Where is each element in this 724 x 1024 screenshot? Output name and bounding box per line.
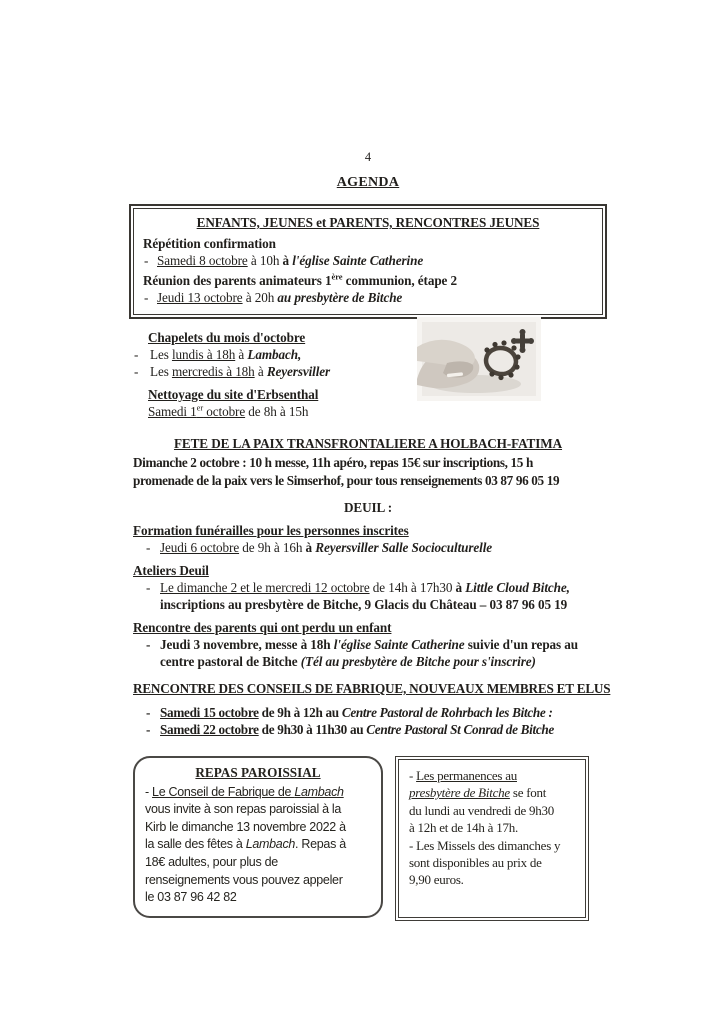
fete-title: FETE DE LA PAIX TRANSFRONTALIERE A HOLBACH-FATIMA bbox=[173, 436, 563, 451]
ateliers-heading: Ateliers Deuil bbox=[133, 563, 209, 578]
bullet-dash: - bbox=[146, 722, 151, 737]
conseils-item-1: - Samedi 15 octobre de 9h à 12h au Centre Pastoral de Rohrbach les Bitche : bbox=[146, 705, 553, 720]
permanences-line-2: presbytère de Bitche se font bbox=[409, 785, 547, 801]
ateliers-line-1: Le dimanche 2 et le mercredi 12 octobre de 14h à 17h30 à Little Cloud Bitche, bbox=[160, 580, 570, 595]
bullet-dash: - bbox=[144, 253, 149, 268]
repas-line-2: vous invite à son repas paroissial à la bbox=[145, 802, 342, 817]
newsletter-page bbox=[133, 0, 611, 918]
bullet-dash: - bbox=[146, 580, 151, 595]
nettoyage-heading: Nettoyage du site d'Erbsenthal bbox=[148, 387, 319, 402]
page-number: 4 bbox=[364, 150, 372, 164]
section-fete bbox=[133, 435, 603, 489]
section-chapelets bbox=[133, 329, 603, 420]
parents-line-1: Jeudi 3 novembre, messe à 18h l'église Sainte Catherine suivie d'un repas au bbox=[160, 637, 578, 652]
repetition-heading: Répétition confirmation bbox=[143, 236, 276, 251]
reunion-heading: Réunion des parents animateurs 1ère communion, étape 2 bbox=[143, 271, 457, 288]
section-jeunes-box bbox=[133, 208, 603, 315]
permanences-line-5: - Les Missels des dimanches y bbox=[409, 837, 561, 853]
section-conseils bbox=[133, 680, 611, 738]
chapelets-item-lambach: - Les lundis à 18h à Lambach, bbox=[134, 347, 302, 362]
permanences-line-6: sont disponibles au prix de bbox=[409, 855, 542, 871]
repas-line-7: le 03 87 96 42 82 bbox=[145, 890, 237, 905]
parents-heading: Rencontre des parents qui ont perdu un enfant bbox=[133, 620, 392, 635]
permanences-line-3: du lundi au vendredi de 9h30 bbox=[409, 802, 554, 818]
repas-line-1: - Le Conseil de Fabrique de Lambach bbox=[145, 784, 344, 799]
conseils-title: RENCONTRE DES CONSEILS DE FABRIQUE, NOUVEAUX MEMBRES ET ELUS bbox=[133, 681, 611, 696]
repas-line-4: la salle des fêtes à Lambach. Repas à bbox=[145, 837, 346, 852]
permanences-box bbox=[398, 759, 586, 918]
chapelets-item-reyersviller: - Les mercredis à 18h à Reyersviller bbox=[134, 364, 331, 379]
repas-line-5: 18€ adultes, pour plus de bbox=[145, 854, 278, 869]
repas-line-6: renseignements vous pouvez appeler bbox=[145, 872, 343, 887]
repetition-text: Samedi 8 octobre à 10h à l'église Sainte Catherine bbox=[157, 253, 424, 268]
repas-line-3: Kirb le dimanche 13 novembre 2022 à bbox=[145, 819, 346, 834]
formation-item: - Jeudi 6 octobre de 9h à 16h à Reyersviller Salle Socioculturelle bbox=[146, 540, 493, 555]
bullet-dash: - bbox=[146, 637, 151, 652]
reunion-text: Jeudi 13 octobre à 20h au presbytère de Bitche bbox=[157, 290, 403, 305]
page-title bbox=[133, 174, 603, 191]
rosary-ring-illustration bbox=[417, 317, 541, 401]
bottom-notices bbox=[133, 756, 603, 918]
permanences-line-7: 9,90 euros. bbox=[409, 872, 464, 888]
ateliers-item bbox=[146, 579, 603, 613]
bullet-dash: - bbox=[144, 290, 149, 305]
bullet-dash: - bbox=[146, 705, 151, 720]
repas-title: REPAS PAROISSIAL bbox=[195, 765, 321, 780]
page-title-text: AGENDA bbox=[336, 175, 400, 190]
repas-paroissial-box bbox=[133, 756, 383, 918]
parents-line-2: centre pastoral de Bitche (Tél au presbytère de Bitche pour s'inscrire) bbox=[160, 654, 536, 669]
bullet-dash: - bbox=[134, 364, 139, 379]
fete-line-2: promenade de la paix vers le Simserhof, pour tous renseignements 03 87 96 05 19 bbox=[133, 473, 560, 488]
permanences-line-4: à 12h et de 14h à 17h. bbox=[409, 820, 518, 836]
chapelets-heading: Chapelets du mois d'octobre bbox=[148, 330, 306, 345]
rosary-ring-photo bbox=[417, 317, 541, 401]
parents-item bbox=[146, 636, 603, 670]
section-deuil bbox=[133, 499, 603, 670]
conseils-item-2: - Samedi 22 octobre de 9h30 à 11h30 au Centre Pastoral St Conrad de Bitche bbox=[146, 722, 554, 737]
fete-line-1: Dimanche 2 octobre : 10 h messe, 11h apéro, repas 15€ sur inscriptions, 15 h bbox=[133, 455, 533, 470]
deuil-title: DEUIL : bbox=[343, 500, 393, 515]
nettoyage-item: Samedi 1er octobre de 8h à 15h bbox=[148, 402, 309, 419]
jeunes-title: ENFANTS, JEUNES et PARENTS, RENCONTRES JEUNES bbox=[196, 215, 540, 230]
repetition-item bbox=[143, 252, 593, 269]
reunion-item bbox=[143, 289, 593, 306]
bullet-dash: - bbox=[146, 540, 151, 555]
formation-heading: Formation funérailles pour les personnes inscrites bbox=[133, 523, 409, 538]
permanences-line-1: - Les permanences au bbox=[409, 768, 517, 783]
ateliers-line-2: inscriptions au presbytère de Bitche, 9 Glacis du Château – 03 87 96 05 19 bbox=[160, 597, 568, 612]
bullet-dash: - bbox=[134, 347, 139, 362]
